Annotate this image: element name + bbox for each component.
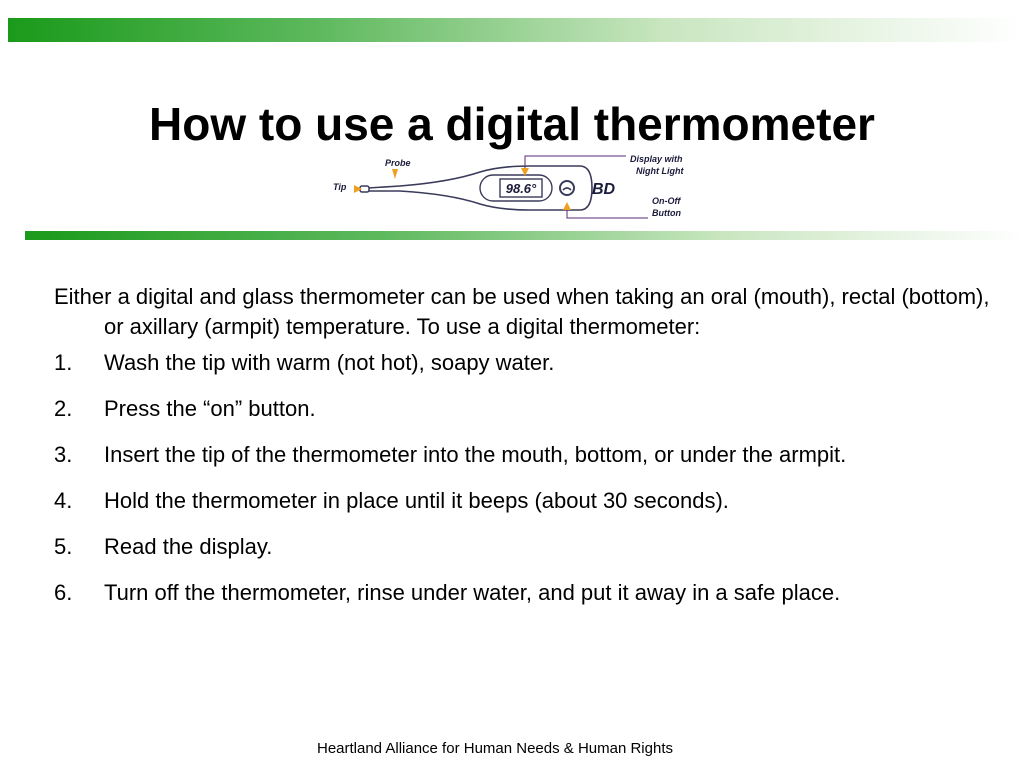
divider-accent-bar bbox=[25, 231, 1024, 240]
label-display-line1: Display with bbox=[630, 154, 683, 164]
list-item bbox=[54, 394, 994, 424]
step-number: 2. bbox=[54, 396, 73, 421]
step-text: Wash the tip with warm (not hot), soapy water. bbox=[104, 350, 555, 375]
label-probe: Probe bbox=[385, 158, 411, 168]
step-text: Hold the thermometer in place until it beeps (about 30 seconds). bbox=[104, 488, 729, 513]
slide-title: How to use a digital thermometer bbox=[149, 98, 875, 150]
label-onoff-line1: On-Off bbox=[652, 196, 681, 206]
step-text: Turn off the thermometer, rinse under water, and put it away in a safe place. bbox=[104, 580, 841, 605]
slide-body bbox=[54, 282, 994, 624]
step-number: 3. bbox=[54, 442, 73, 467]
thermometer-diagram bbox=[330, 148, 700, 228]
step-number: 6. bbox=[54, 580, 73, 605]
step-text: Read the display. bbox=[104, 534, 273, 559]
top-accent-bar bbox=[8, 18, 1020, 42]
step-number: 4. bbox=[54, 488, 73, 513]
probe-arrow-icon bbox=[392, 169, 398, 179]
list-item bbox=[54, 578, 994, 608]
list-item bbox=[54, 532, 994, 562]
step-number: 5. bbox=[54, 534, 73, 559]
display-reading: 98.6° bbox=[505, 181, 537, 196]
label-display-line2: Night Light bbox=[636, 166, 684, 176]
label-onoff-line2: Button bbox=[652, 208, 681, 218]
step-text: Insert the tip of the thermometer into the mouth, bottom, or under the armpit. bbox=[104, 442, 847, 467]
list-item bbox=[54, 440, 994, 470]
step-text: Press the “on” button. bbox=[104, 396, 316, 421]
list-item bbox=[54, 348, 994, 378]
label-tip: Tip bbox=[333, 182, 347, 192]
step-number: 1. bbox=[54, 350, 73, 375]
list-item bbox=[54, 486, 994, 516]
brand-logo: BD bbox=[592, 181, 616, 198]
slide-footer: Heartland Alliance for Human Needs & Human Rights bbox=[316, 740, 673, 757]
intro-paragraph: Either a digital and glass thermometer can be used when taking an oral (mouth), rectal (bottom), or axillary (armpit) temperature. To use a digital thermometer: bbox=[54, 284, 990, 339]
